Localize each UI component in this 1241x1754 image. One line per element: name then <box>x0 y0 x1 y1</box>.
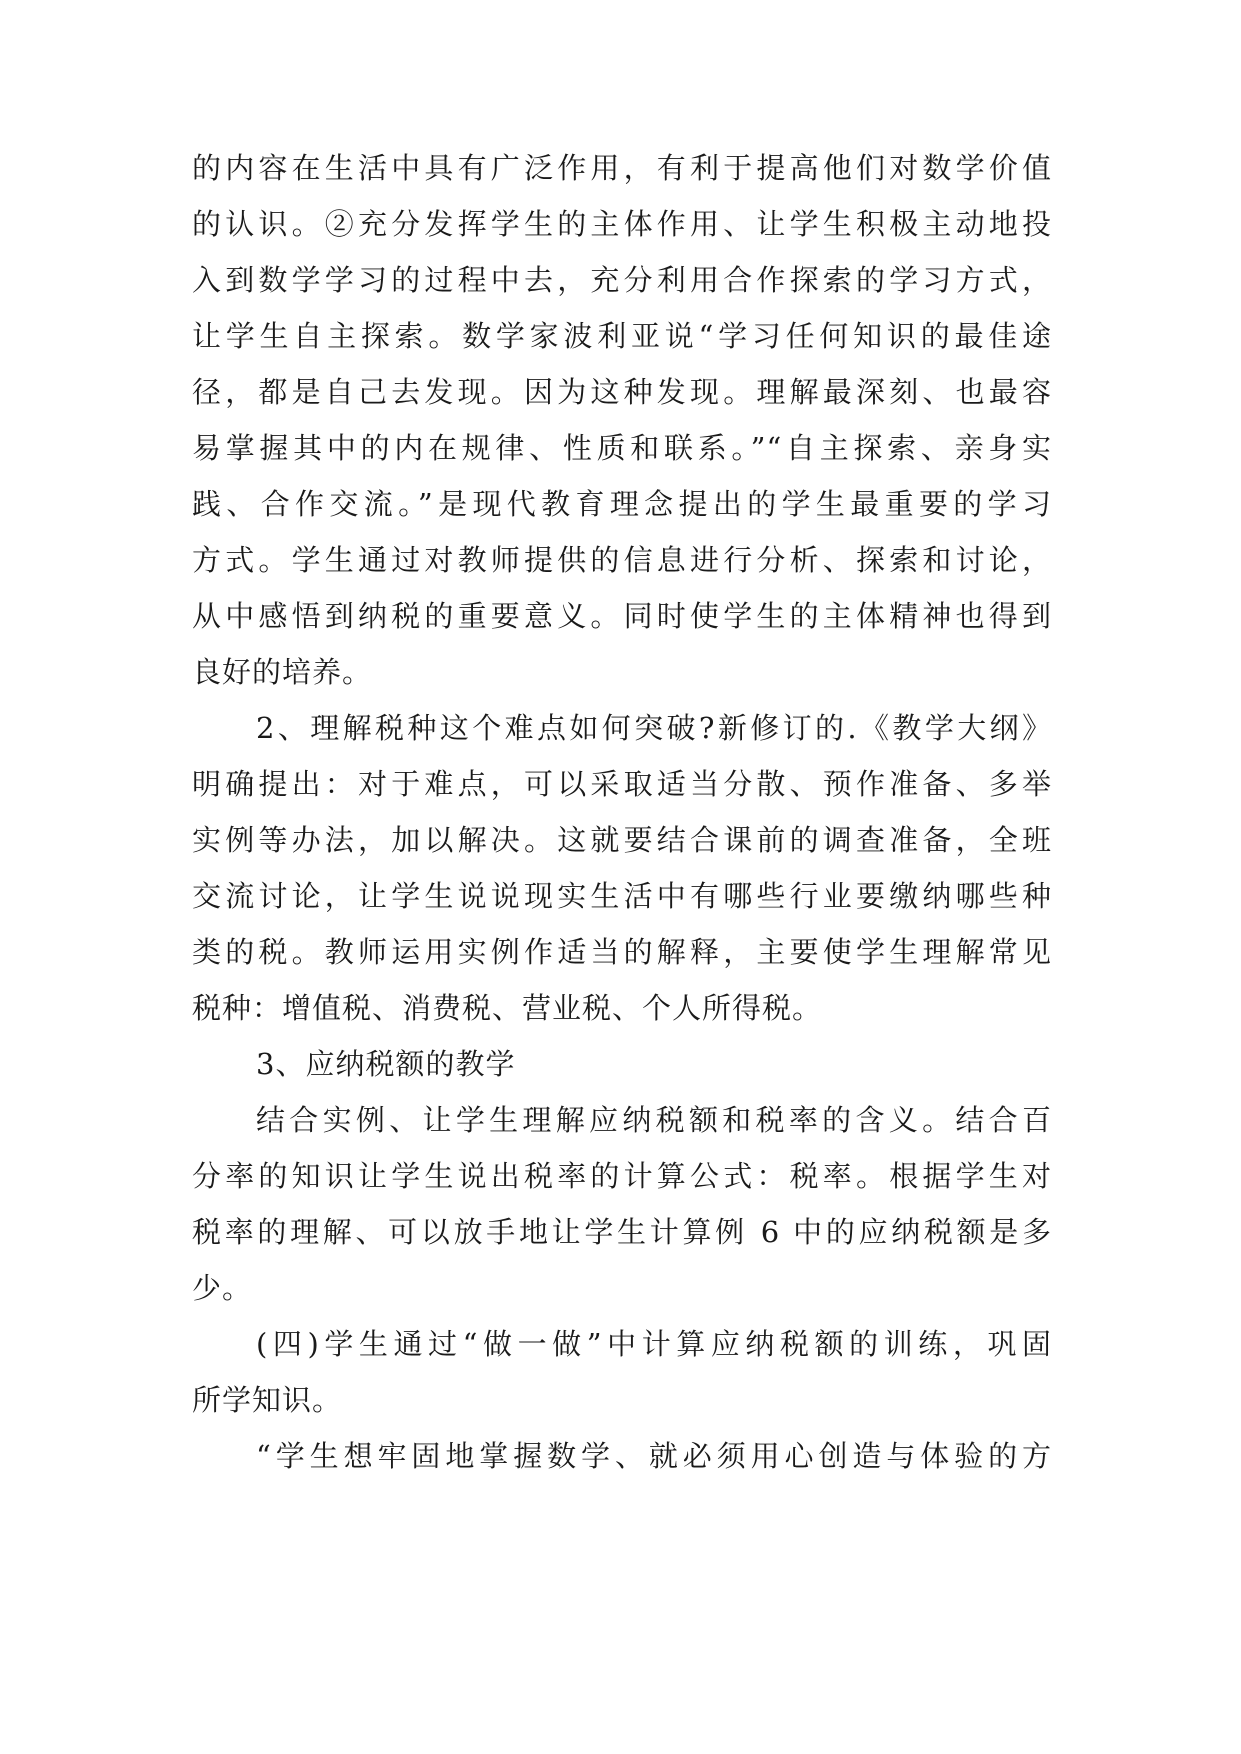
text-line: 良好的培养。 <box>192 655 373 689</box>
text-line: 税种：增值税、消费税、营业税、个人所得税。 <box>192 991 823 1025</box>
text-line: 践、合作交流。”是现代教育理念提出的学生最重要的学习 <box>192 487 1052 521</box>
text-line: 入到数学学习的过程中去，充分利用合作探索的学习方式， <box>192 263 1052 297</box>
text-line: 结合实例、让学生理解应纳税额和税率的含义。结合百 <box>256 1103 1052 1137</box>
section-heading: 2、理解税种这个难点如何突破?新修订的.《教学大纲》 <box>256 711 1052 745</box>
text-line: 税率的理解、可以放手地让学生计算例 6 中的应纳税额是多 <box>192 1215 1052 1249</box>
text-line: 明确提出：对于难点，可以采取适当分散、预作准备、多举 <box>192 767 1052 801</box>
text-line: “学生想牢固地掌握数学、就必须用心创造与体验的方 <box>256 1439 1052 1473</box>
text-line: 所学知识。 <box>192 1383 343 1417</box>
text-line: 实例等办法，加以解决。这就要结合课前的调查准备，全班 <box>192 823 1052 857</box>
text-line: 分率的知识让学生说出税率的计算公式：税率。根据学生对 <box>192 1159 1052 1193</box>
text-line: 的认识。②充分发挥学生的主体作用、让学生积极主动地投 <box>192 207 1052 241</box>
text-line: 易掌握其中的内在规律、性质和联系。”“自主探索、亲身实 <box>192 431 1052 465</box>
text-line: 让学生自主探索。数学家波利亚说“学习任何知识的最佳途 <box>192 319 1052 353</box>
section-heading: 3、应纳税额的教学 <box>256 1047 516 1081</box>
text-line: 的内容在生活中具有广泛作用，有利于提高他们对数学价值 <box>192 151 1052 185</box>
text-line: 类的税。教师运用实例作适当的解释，主要使学生理解常见 <box>192 935 1052 969</box>
text-line: 从中感悟到纳税的重要意义。同时使学生的主体精神也得到 <box>192 599 1052 633</box>
text-line: 方式。学生通过对教师提供的信息进行分析、探索和讨论， <box>192 543 1052 577</box>
text-line: 少。 <box>192 1271 253 1305</box>
text-line: 径，都是自己去发现。因为这种发现。理解最深刻、也最容 <box>192 375 1052 409</box>
text-line: 交流讨论，让学生说说现实生活中有哪些行业要缴纳哪些种 <box>192 879 1052 913</box>
section-heading: (四)学生通过“做一做”中计算应纳税额的训练，巩固 <box>256 1327 1052 1361</box>
